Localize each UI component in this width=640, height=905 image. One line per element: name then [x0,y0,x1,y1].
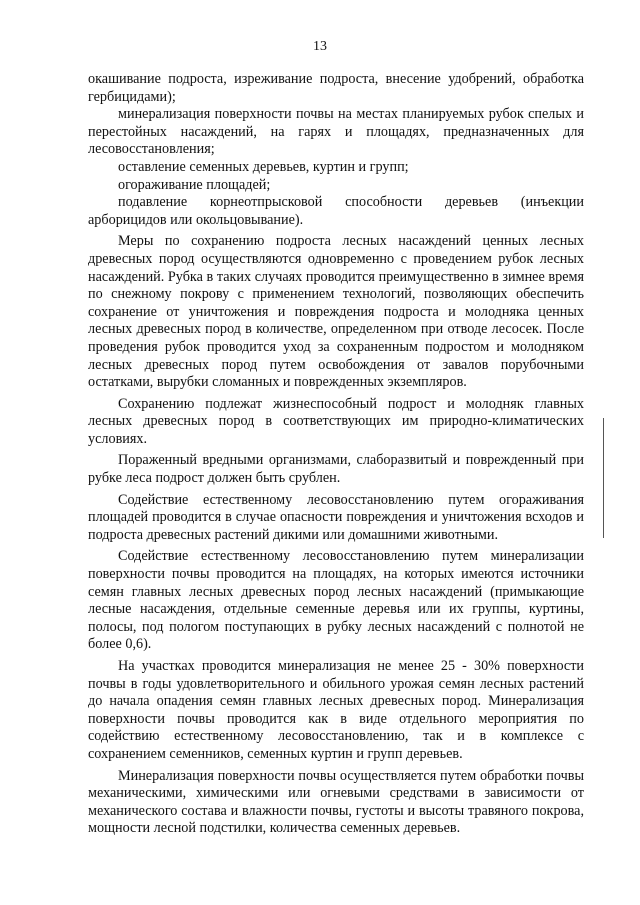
paragraph-11: На участках проводится минерализация не менее 25 - 30% поверхности почвы в годы удовлетворительного и обильного урожая семян лесных растений до начала опадения семян главных лесных древесных пород. Минерализация поверхности почвы проводится как в виде отдельного мероприятия по содействию естественному лесовосстановлению, так и в комплексе с сохранением семенников, семенных куртин и групп деревьев. [88,658,584,762]
paragraph-7: Сохранению подлежат жизнеспособный подрост и молодняк главных лесных древесных пород в соответствующих им природно-климатических условиях. [88,395,584,447]
paragraph-2: минерализация поверхности почвы на местах планируемых рубок спелых и перестойных насаждений, на гарях и площадях, предназначенных для лесовосстановления; [88,106,584,158]
paragraph-6: Меры по сохранению подроста лесных насаждений ценных лесных древесных пород осуществляются одновременно с проведением рубок лесных насаждений. Рубка в таких случаях проводится преимущественно в зимнее время по снежному покрову с применением технологий, позволяющих обеспечить сохранение от уничтожения и повреждения подроста и молодняка ценных лесных древесных пород в количестве, определенном при отводе лесосек. После проведения рубок проводится уход за сохраненным подростом и молодняком лесных древесных пород путем освобождения от завалов порубочными остатками, вырубки сломанных и поврежденных экземпляров. [88,233,584,391]
page-number: 13 [313,39,327,54]
paragraph-4: огораживание площадей; [118,176,271,193]
paragraph-8: Пораженный вредными организмами, слаборазвитый и поврежденный при рубке леса подрост должен быть срублен. [88,452,584,487]
paragraph-10: Содействие естественному лесовосстановлению путем минерализации поверхности почвы проводится на площадях, на которых имеются источники семян главных лесных древесных пород лесных насаждений (примыкающие лесные насаждения, отдельные семенные деревья или их группы, куртины, полосы, под пологом поступающих в рубку лесных насаждений с полнотой не более 0,6). [88,548,584,653]
paragraph-3: оставление семенных деревьев, куртин и групп; [118,158,409,175]
paragraph-9: Содействие естественному лесовосстановлению путем огораживания площадей проводится в случае опасности повреждения и уничтожения всходов и подроста древесных растений дикими или домашними животными. [88,491,584,543]
document-body [88,71,584,838]
paragraph-5: подавление корнеотпрысковой способности деревьев (инъекции арборицидов или окольцовывание). [88,194,584,228]
paragraph-1: окашивание подроста, изреживание подроста, внесение удобрений, обработка гербицидами); [88,71,584,105]
paragraph-12: Минерализация поверхности почвы осуществляется путем обработки почвы механическими, химическими или огневыми средствами в зависимости от механического состава и влажности почвы, густоты и высоты травяного покрова, мощности лесной подстилки, количества семенных деревьев. [88,767,584,837]
scan-edge-line [603,418,604,538]
